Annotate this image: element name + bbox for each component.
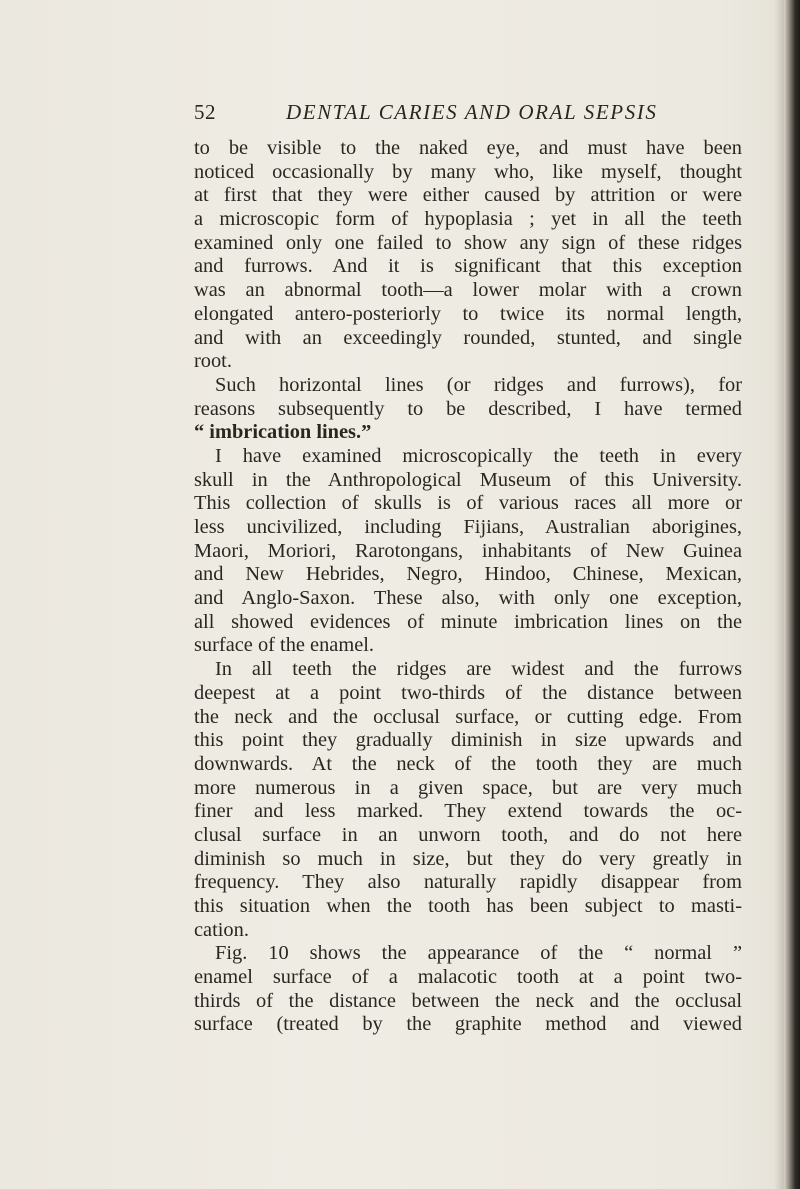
text-line: and furrows. And it is significant that this exception: [194, 255, 742, 278]
text-line: surface of the enamel.: [194, 634, 375, 657]
text-line: downwards. At the neck of the tooth they are much: [194, 752, 742, 775]
running-title: DENTAL CARIES AND ORAL SEPSIS: [286, 100, 658, 124]
text-line: this point they gradually diminish in size upwards and: [194, 729, 742, 752]
text-line: skull in the Anthropological Museum of this University.: [194, 468, 742, 491]
text-line: and Anglo-Saxon. These also, with only one exception,: [194, 587, 742, 610]
book-binding-edge: [784, 0, 800, 1189]
text-line: at first that they were either caused by attrition or were: [194, 184, 742, 207]
text-line: and New Hebrides, Negro, Hindoo, Chinese, Mexican,: [194, 563, 742, 586]
text-line: a microscopic form of hypoplasia ; yet in all the teeth: [194, 208, 742, 231]
text-line: to be visible to the naked eye, and must have been: [194, 137, 742, 159]
text-line: more numerous in a given space, but are very much: [194, 776, 742, 799]
text-line: Fig. 10 shows the appearance of the “ normal ”: [215, 942, 742, 965]
text-line: This collection of skulls is of various races all more or: [194, 492, 742, 515]
text-line: less uncivilized, including Fijians, Australian aborigines,: [194, 516, 742, 538]
text-line: noticed occasionally by many who, like myself, thought: [194, 160, 742, 183]
text-line: elongated antero-posteriorly to twice its normal length,: [194, 302, 742, 325]
text-line: and with an exceedingly rounded, stunted, and single: [194, 326, 742, 349]
text-line: all showed evidences of minute imbrication lines on the: [194, 610, 742, 633]
text-line: finer and less marked. They extend towards the oc-: [194, 800, 742, 823]
text-line: root.: [194, 350, 232, 373]
text-line: deepest at a point two-thirds of the distance between: [194, 681, 742, 704]
text-line: diminish so much in size, but they do very greatly in: [194, 847, 742, 870]
binding-shadow: [774, 0, 784, 1189]
text-line: In all teeth the ridges are widest and the furrows: [215, 658, 742, 681]
text-line: Such horizontal lines (or ridges and furrows), for: [215, 373, 742, 396]
text-line: clusal surface in an unworn tooth, and do not here: [194, 823, 742, 846]
text-line: reasons subsequently to be described, I have termed: [194, 397, 742, 420]
text-line: thirds of the distance between the neck and the occlusal: [194, 989, 742, 1012]
text-line: examined only one failed to show any sign of these ridges: [194, 231, 742, 254]
text-line: this situation when the tooth has been subject to masti-: [194, 895, 742, 917]
page-number: 52: [194, 100, 216, 124]
text-line: Maori, Moriori, Rarotongans, inhabitants of New Guinea: [194, 539, 742, 562]
body-text: [194, 137, 742, 1037]
text-line: the neck and the occlusal surface, or cutting edge. From: [194, 705, 742, 728]
text-line: surface (treated by the graphite method and viewed: [194, 1013, 742, 1036]
text-line: frequency. They also naturally rapidly disappear from: [194, 871, 742, 894]
running-header: [194, 100, 754, 130]
text-line: I have examined microscopically the teeth in every: [215, 444, 742, 467]
text-line: enamel surface of a malacotic tooth at a point two-: [194, 966, 742, 989]
text-line: cation.: [194, 918, 249, 941]
text-line: “ imbrication lines.”: [194, 421, 372, 444]
text-line: was an abnormal tooth—a lower molar with a crown: [194, 279, 742, 302]
